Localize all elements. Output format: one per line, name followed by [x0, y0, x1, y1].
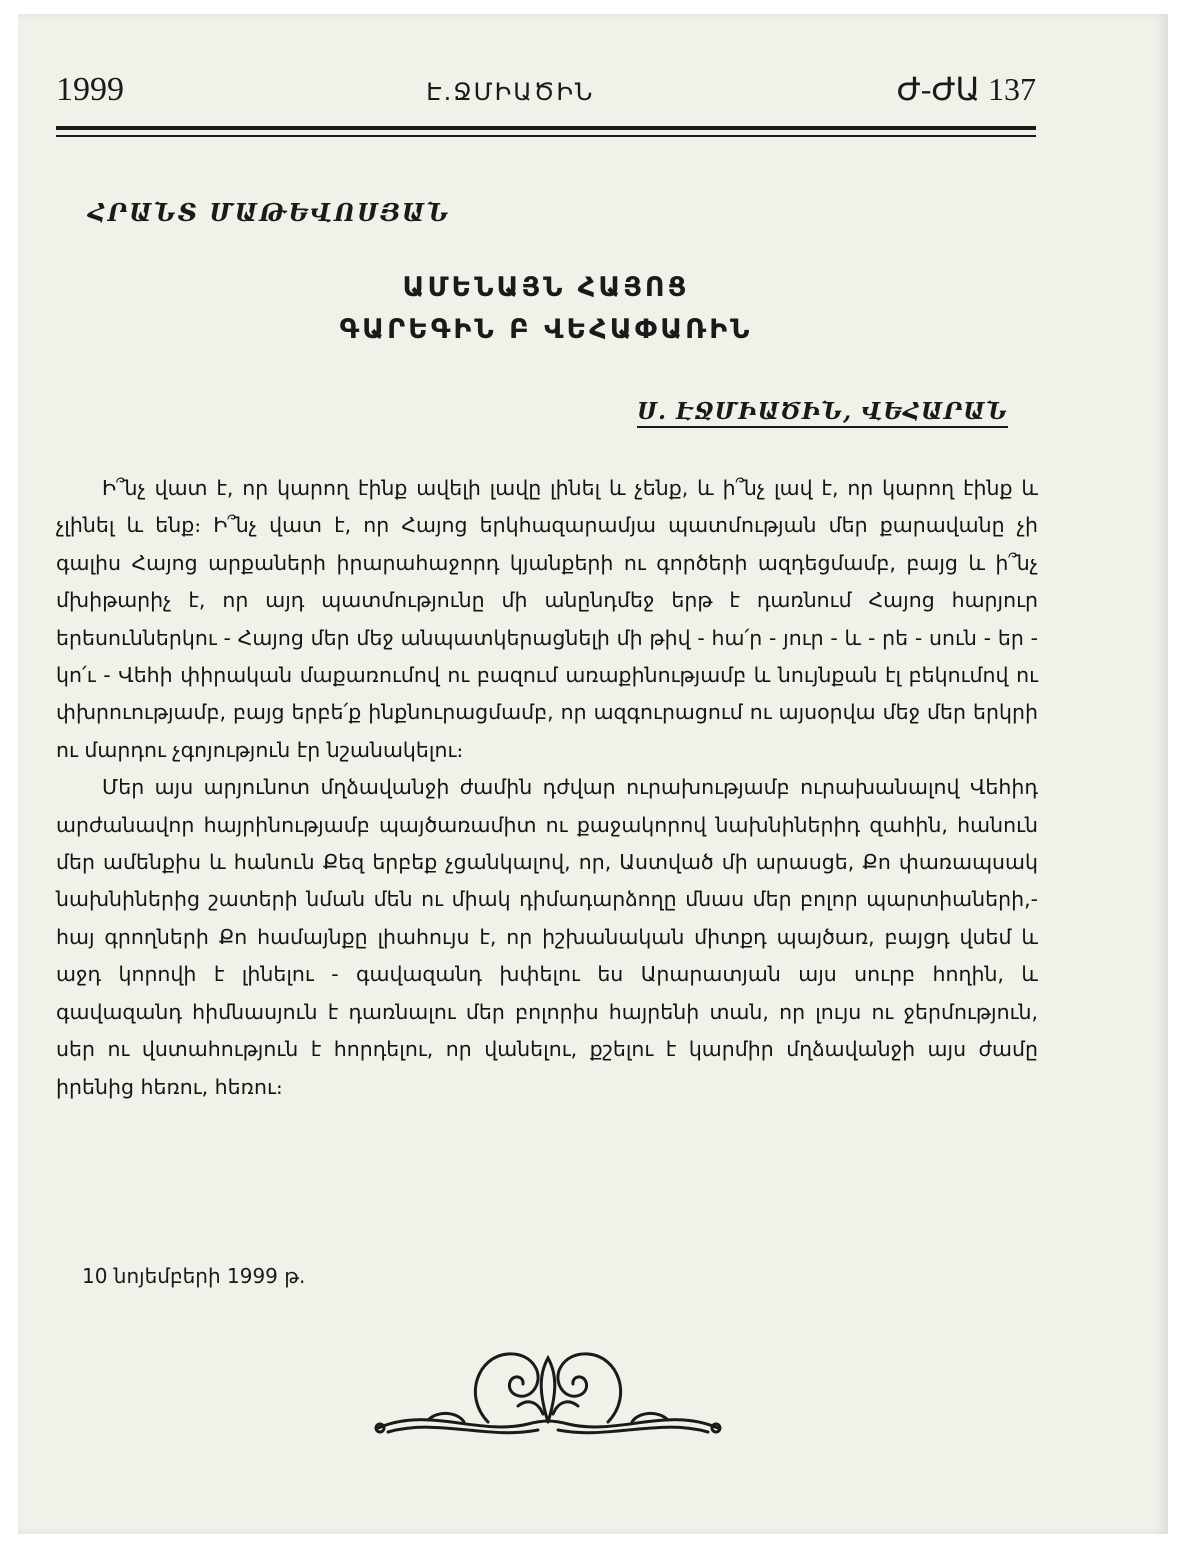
book-page [18, 14, 1168, 1534]
header-year: 1999 [56, 71, 124, 108]
title-line-2: ԳԱՐԵԳԻՆ Բ ՎԵՀԱՓԱՌԻՆ [339, 314, 753, 345]
author-name: ՀՐԱՆՏ ՄԱԹԵՎՈՍՅԱՆ [88, 198, 451, 227]
paragraph-1: Ի՞նչ վատ է, որ կարող էինք ավելի լավը լինել և չենք, և ի՞նչ լավ է, որ կարող էինք և չլինել և ենք։ Ի՞նչ վատ է, որ Հայոց երկհազարամյա պատմության մեր քարավանը չի գալիս Հայոց արքաների իրարահաջորդ կյանքերի ու գործերի ազդեցմամբ, բայց և ի՞նչ մխիթարիչ է, որ այդ պատմությունը մի անընդմեջ երթ է դառնում Հայոց հարյուր երեսուններկու - Հայոց մեր մեջ անպատկերացնելի մի թիվ - հա՛ր - յուր - և - րե - սուն - եր - կո՛ւ - Վեհի փիրական մաքառումով ու բազում առաքինությամբ և նույնքան էլ բեկումով ու փխրուությամբ, բայց երբե՛ք ինքնուրացմամբ, որ ազգուրացում ու այսօրվա մեջ մեր երկրի ու մարդու չգոյություն էր նշանակելու։ [56, 476, 1038, 762]
header-rule-thin [56, 135, 1036, 137]
running-head [56, 70, 1036, 118]
header-journal: Է.ՋՄԻԱԾԻՆ [426, 78, 595, 106]
header-issue-page: Ժ-ԺԱ 137 [896, 71, 1036, 107]
letter-date: 10 նոյեմբերի 1999 թ. [82, 1264, 306, 1288]
letter-body [56, 470, 1038, 1106]
header-rule-thick [56, 126, 1036, 130]
title-line-1: ԱՄԵՆԱՅՆ ՀԱՅՈՑ [402, 272, 690, 303]
paragraph-2: Մեր այս արյունոտ մղձավանջի ժամին դժվար ուրախությամբ ուրախանալով Վեհիդ արժանավոր հայրինությամբ պայծառամիտ ու քաջակորով նախնիներիդ զաhին, հանուն մեր ամենքիս և հանուն Քեզ երբեք չցանկալով, որ, Աստված մի արասցե, Քո փառապսակ նախնիներից շատերի նման մեն ու միակ դիմադարձողը մնաս մեր բոլոր պարտիաների,- հայ գրողների Քո համայնքը լիահույս է, որ իշխանական միտքդ պայծառ, բայցդ վսեմ և աջդ կորովի է լինելու - գավազանդ խփելու ես Արարատյան այս սուրբ հողին, և գավազանդ հիմնասյուն է դառնալու մեր բոլորիս հայրենի տան, որ լույս ու ջերմություն, սեր ու վստահություն է հորդելու, որ վանելու, քշելու է կարմիր մղձավանջի այս ժամը իրենից հեռու, հեռու։ [56, 775, 1038, 1099]
decorative-ornament-icon [368, 1336, 728, 1446]
addressee-place: Ս. ԷՋՄԻԱԾԻՆ, ՎԵՀԱՐԱՆ [637, 398, 1008, 428]
